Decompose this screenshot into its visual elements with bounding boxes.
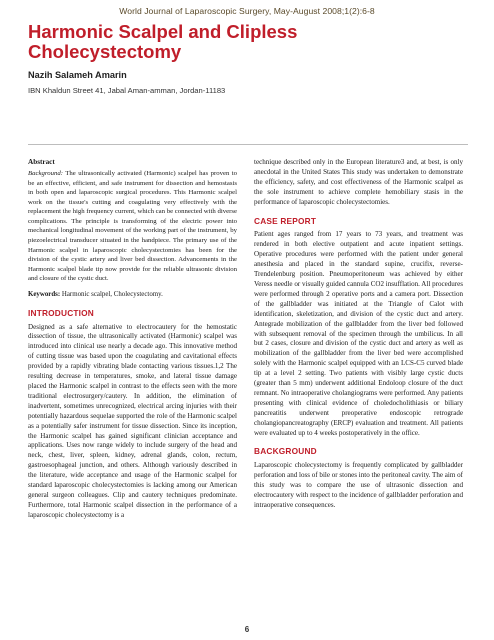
abstract-background-label: Background: bbox=[28, 169, 63, 177]
abstract-section bbox=[28, 158, 237, 284]
keywords-label: Keywords: bbox=[28, 291, 61, 299]
background-body: Laparoscopic cholecystectomy is frequently complicated by gallbladder perforation and loss of bile or stones into the peritoneal cavity. The aim of this study was to compare the use of ultrasonic dissection and electrocautery with respect to the incidence of gallbladder perforation and intraoperative consequences. bbox=[254, 461, 463, 509]
introduction-continuation: technique described only in the European literature3 and, at best, is only anecdotal in the United States This study was undertaken to demonstrate the efficiency, safety, and cost effectiveness of the Harmonic scalpel as the sole instrument to achieve complete hemobiliary stasis in the performance of laparoscopic cholecystectomies. bbox=[254, 158, 463, 206]
author-affiliation: IBN Khaldun Street 41, Jabal Aman-amman, Jordan-11183 bbox=[28, 86, 226, 95]
introduction-body: Designed as a safe alternative to electrocautery for the hemostatic dissection of tissue, the ultrasonically activated (Harmonic) scalpel was introduced into clinical use nearly a decade ago. This innovative method of cutting tissue was based upon the coagulating and cavitational effects provided by a rapidly vibrating blade contacting various tissues.1,2 The resulting decrease in temperatures, smoke, and lateral tissue damage placed the Harmonic scalpel in contrast to the effects seen with the more traditional electrosurgery/cautery. In addition, the elimination of inadvertent, sometimes unrecognized, electrical arcing injuries with their potentially hazardous sequelae supported the role of the Harmonic scalpel as a potentially safer instrument for tissue dissection. Since its inception, the Harmonic scalpel has gained significant clinician acceptance and applications. Uses now range widely to include surgery of the head and neck, chest, liver, spleen, kidney, adrenal glands, colon, rectum, gastroesophageal junction, and others. Although variously described in the literature, wide acceptance and usage of the Harmonic scalpel for standard laparoscopic cholecystectomies is lacking among our American general surgeon colleagues. Clip and cautery techniques predominate. Furthermore, total Harmonic scalpel dissection in the performance of a laparoscopic cholecystectomy is a bbox=[28, 322, 237, 519]
header-divider bbox=[28, 144, 468, 145]
abstract-text: The ultrasonically activated (Harmonic) scalpel has proven to be an effective, efficient, and safe instrument for dissection and hemostasis in both open and laparoscopic surgical procedures. This Harmonic scalpel work on the tissue's cutting and coagulating very effectively with the replacement the high frequency current, which can be connected with diverse complications. The principle is transforming of the electric power into mechanical longitudinal movement of the working part of the instrument, by piezoelectrical transducer situated in the handpiece. The primary use of the Harmonic scalpel in laparoscopic cholecystectomies has been for the division of the cystic artery and liver bed dissection. Advancements in the Harmonic scalpel blade tip now provide for the reliable ultrasonic division and closure of the cystic duct. bbox=[28, 169, 237, 283]
right-column bbox=[254, 158, 463, 511]
article-title: Harmonic Scalpel and Clipless Cholecystectomy bbox=[28, 21, 298, 62]
abstract-heading: Abstract bbox=[28, 158, 55, 166]
case-report-body: Patient ages ranged from 17 years to 73 years, and treatment was rendered in both elective outpatient and acute inpatient settings. Operative procedures were performed with the patient under general anesthesia and placed in the standard supine, crucifix, reverse-Trendelenburg position. Pneumoperitoneum was achieved by either Veress needle or visually guided cannula CO2 insufflation. All procedures were performed through 2 operative ports and a camera port. Dissection of the gallbladder was initiated at the Triangle of Calot with identification, skeletization, and division of the cystic duct and artery. Antegrade mobilization of the gallbladder from the liver bed followed with subsequent removal of the specimen through the umbilicus. In all but 2 cases, closure and division of the cystic duct and artery as well as mobilization of the gallbladder from the liver bed were accomplished solely with the Harmonic scalpel equipped with an LCS-C5 curved blade tip at a level 2 setting. Two patients with visibly large cystic ducts (greater than 5 mm) underwent additional Endoloop closure of the duct remnant. No intraoperative cholangiograms were performed. Any patients presenting with clinical evidence of choledocholithiasis or biliary pancreatitis underwent preoperative endoscopic retrograde cholangiopancreatography (ERCP) evaluation and treatment. All patients were evaluated up to 4 weeks postoperatively in the office. bbox=[254, 230, 463, 437]
keywords bbox=[28, 290, 237, 300]
introduction-heading: INTRODUCTION bbox=[28, 307, 95, 318]
left-column bbox=[28, 158, 237, 521]
journal-header: World Journal of Laparoscopic Surgery, May-August 2008;1(2):6-8 bbox=[119, 6, 375, 16]
keywords-text: Harmonic scalpel, Cholecystectomy. bbox=[61, 291, 163, 299]
case-report-heading: CASE REPORT bbox=[254, 215, 317, 226]
abstract-body bbox=[28, 169, 237, 284]
author-name: Nazih Salameh Amarin bbox=[28, 70, 127, 80]
page-number: 6 bbox=[244, 625, 250, 634]
background-heading: BACKGROUND bbox=[254, 446, 317, 457]
